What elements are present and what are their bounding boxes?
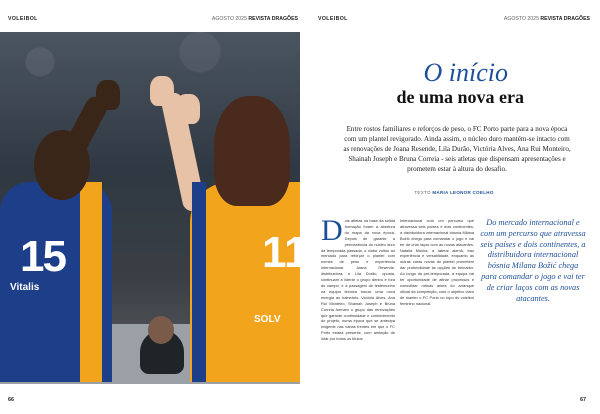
issue-label: AGOSTO 2025 REVISTA DRAGÕES xyxy=(211,16,298,22)
player-right-number: 11 xyxy=(262,228,309,277)
hero-photo xyxy=(0,32,309,384)
hand-icon xyxy=(176,94,200,124)
hand-icon xyxy=(96,80,120,110)
page-number-right: 67 xyxy=(580,397,587,403)
article-title-line2: de uma nova era xyxy=(396,87,524,107)
article-title-line1: O início xyxy=(423,58,508,87)
pull-quote: Do mercado internacional e com um percurso que atravessa seis países e dois continentes, a distribuidora internacional bósnia Milana Božić chega para comandar o jogo e vai ter de criar laços com as novas atacantes. xyxy=(480,218,586,303)
player-right xyxy=(190,182,300,382)
player-left-number: 15 xyxy=(20,232,65,281)
left-page-header xyxy=(8,14,298,24)
page-number-left: 66 xyxy=(8,397,15,403)
issue-label: AGOSTO 2025 REVISTA DRAGÕES xyxy=(503,16,590,22)
article-lead: Entre rostos familiares e reforços de peso, o FC Porto parte para a nova época com um plantel revigorado. Ainda assim, o núcleo duro mantém-se intacto com as renovações de Joana Resende, Lila Durão, Victória Alves, Ana Rui Monteiro, Shainah Joseph e Bruna Correia - seis atletas que dispensam apresentações e prometem estar à altura do desafio. xyxy=(343,125,571,173)
byline: TEXTO MARIA LEONOR COELHO xyxy=(414,190,494,195)
section-label: VOLEIBOL xyxy=(318,16,348,22)
hand-icon xyxy=(150,76,174,106)
drop-cap: D xyxy=(321,214,343,247)
section-label: VOLEIBOL xyxy=(8,16,38,22)
player-left-sponsor: Vitalis xyxy=(10,282,40,293)
body-column-1: Dois atletas na base da sólida formação foram a abertura do mapa da nova época. Depois de garantir a permanência do núcleo duro da temporada passada, o clube voltou ao mercado para reforçar o plantel com nomes de peso e experiência internacional. Joana Resende, distribuidora, e Lila Durão, oposta, continuam a liderar o grupo dentro e fora do campo, e a passagem de testemunho na equipa técnica trouxe uma nova energia ao balneário. Victória Alves, Ana Rui Monteiro, Shainah Joseph e Bruna Correia formam o grupo das renovações que garante continuidade e conhecimento do projeto, numa época que se antecipa exigente nas várias frentes em que o FC Porto estará presente, com ambição de lutar por todos os títulos. xyxy=(321,214,395,342)
player-right-sponsor: SOLV xyxy=(254,314,281,325)
body-column-2: Internacional com um percurso que atravessa seis países e dois continentes, a distribuidora internacional bósnia Milana Božić chega para comandar o jogo e vai ter de criar laços com as novas atacantes. Natalia Mucha, a lateral alemã, traz experiência e versatilidade, enquanto as outras caras novas do plantel prometem dar profundidade às opções do treinador. Ao longo da pré-temporada, a equipa vai ter oportunidade de afinar processos e consolidar rotinas antes do arranque oficial da competição, com o objetivo claro de manter o FC Porto no topo do voleibol feminino nacional. xyxy=(400,218,474,306)
right-page-header xyxy=(318,14,590,24)
